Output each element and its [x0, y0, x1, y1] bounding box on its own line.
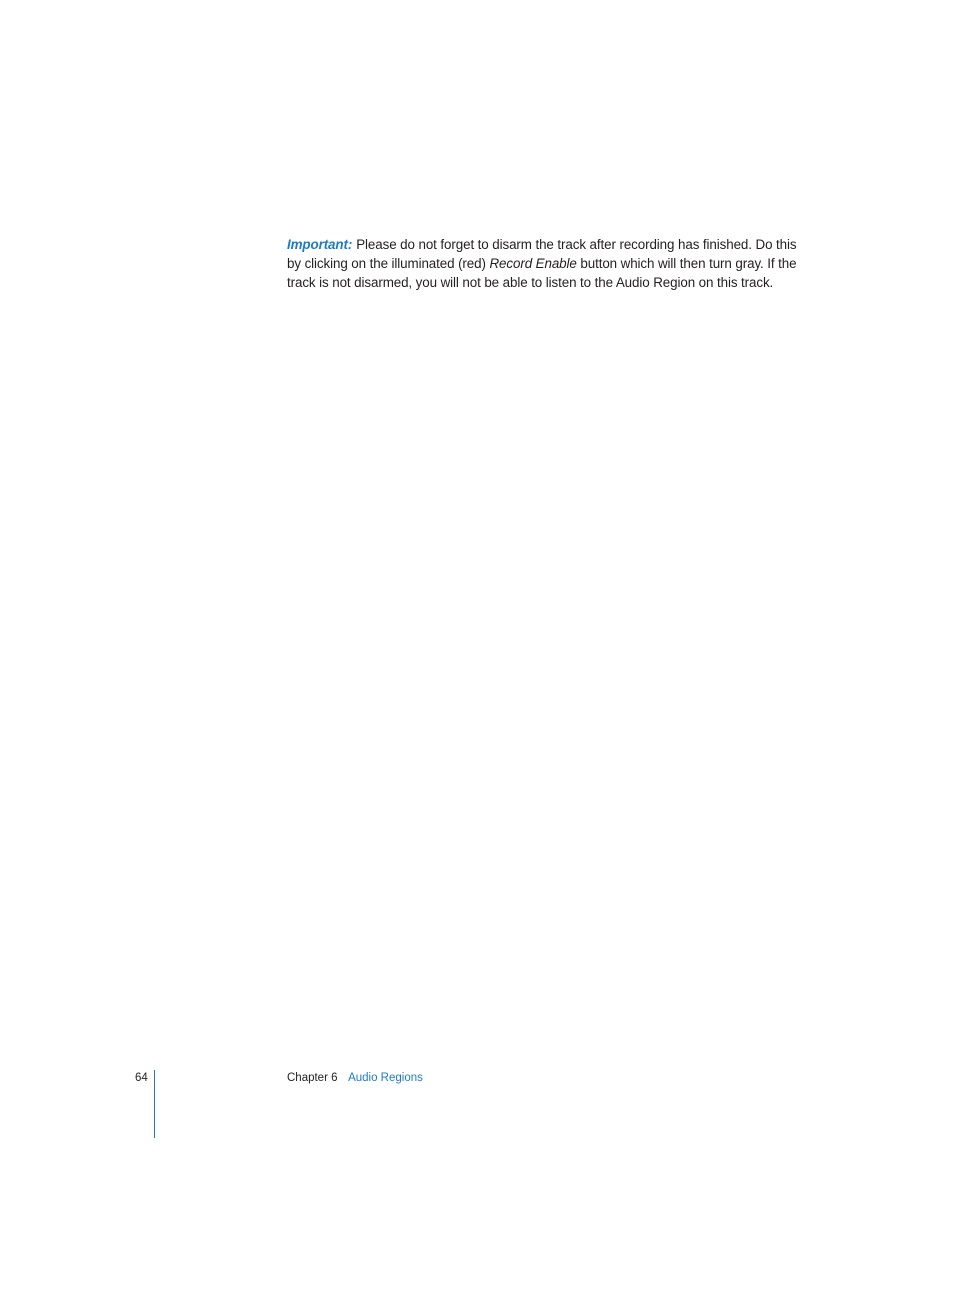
record-enable-term: Record Enable [489, 255, 577, 271]
important-note [287, 236, 797, 292]
chapter-label: Chapter 6 [287, 1072, 338, 1084]
important-label: Important: [287, 237, 353, 252]
note-text-part-1: Please do not forget to disarm the track after recording has finished. Do this by clicking on the illuminated (red) [287, 237, 797, 271]
note-text-part-2: button which will then turn gray. If the track is not disarmed, you will not be able to listen to the Audio Region on this track. [287, 255, 797, 290]
footer-divider [154, 1070, 155, 1138]
page-number: 64 [135, 1072, 148, 1084]
chapter-title-link[interactable]: Audio Regions [348, 1072, 423, 1084]
footer-chapter [287, 1070, 423, 1086]
